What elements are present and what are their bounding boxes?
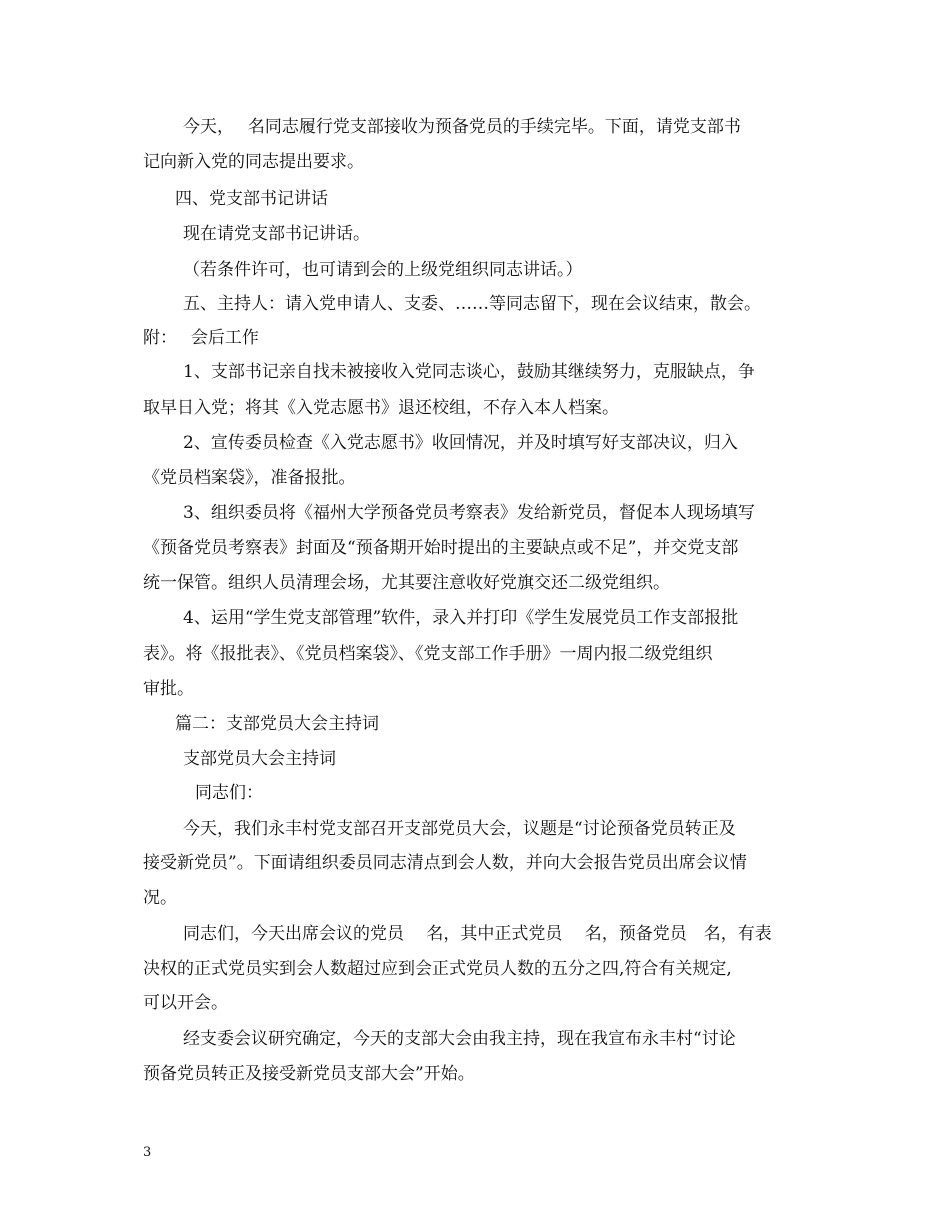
text-line-16: 表》。将《报批表》、《党员档案袋》、《党支部工作手册》一周内报二级党组织 <box>143 644 713 664</box>
text-line-21: 今天，我们永丰村党支部召开支部党员大会，议题是“讨论预备党员转正及 <box>183 819 736 839</box>
text-line-28: 预备党员转正及接受新党员支部大会”开始。 <box>143 1064 475 1084</box>
text-line-6: 五、主持人：请入党申请人、支委、……等同志留下，现在会议结束，散会。 <box>183 294 761 314</box>
text-line-10: 2、宣传委员检查《入党志愿书》收回情况，并及时填写好支部决议，归入 <box>183 433 738 453</box>
text-line-14: 统一保管。组织人员清理会场，尤其要注意收好党旗交还二级党组织。 <box>143 573 670 593</box>
text-line-8: 1、支部书记亲自找未被接收入党同志谈心，鼓励其继续努力，克服缺点，争 <box>183 362 755 382</box>
text-line-18: 篇二：支部党员大会主持词 <box>175 714 379 734</box>
text-line-17: 审批。 <box>143 679 194 699</box>
text-line-27: 经支委会议研究确定，今天的支部大会由我主持，现在我宣布永丰村“讨论 <box>183 1029 736 1049</box>
text-line-1: 今天， 名同志履行党支部接收为预备党员的手续完毕。下面，请党支部书 <box>183 117 741 137</box>
text-line-12: 3、组织委员将《福州大学预备党员考察表》发给新党员，督促本人现场填写 <box>183 503 755 523</box>
text-line-5: （若条件许可，也可请到会的上级党组织同志讲话。） <box>183 260 583 280</box>
text-line-24: 同志们，今天出席会议的党员 名，其中正式党员 名，预备党员 名，有表 <box>183 924 772 944</box>
text-line-20: 同志们： <box>195 783 263 803</box>
text-line-23: 况。 <box>143 888 177 908</box>
text-line-15: 4、运用“学生党支部管理”软件，录入并打印《学生发展党员工作支部报批 <box>183 608 739 628</box>
text-line-4: 现在请党支部书记讲话。 <box>183 224 370 244</box>
text-line-3: 四、党支部书记讲话 <box>175 189 328 209</box>
text-line-25: 决权的正式党员实到会人数超过应到会正式党员人数的五分之四,符合有关规定, <box>143 959 732 979</box>
text-line-22: 接受新党员”。下面请组织委员同志清点到会人数，并向大会报告党员出席会议情 <box>143 853 747 873</box>
text-line-19: 支部党员大会主持词 <box>183 749 336 769</box>
text-line-7: 附： 会后工作 <box>143 328 259 348</box>
text-line-9: 取早日入党；将其《入党志愿书》退还校组，不存入本人档案。 <box>143 398 619 418</box>
page-number: 3 <box>143 1145 152 1160</box>
text-line-11: 《党员档案袋》，准备报批。 <box>143 468 356 488</box>
text-line-26: 可以开会。 <box>143 993 228 1013</box>
text-line-2: 记向新入党的同志提出要求。 <box>143 152 364 172</box>
text-line-13: 《预备党员考察表》封面及“预备期开始时提出的主要缺点或不足”，并交党支部 <box>143 538 739 558</box>
